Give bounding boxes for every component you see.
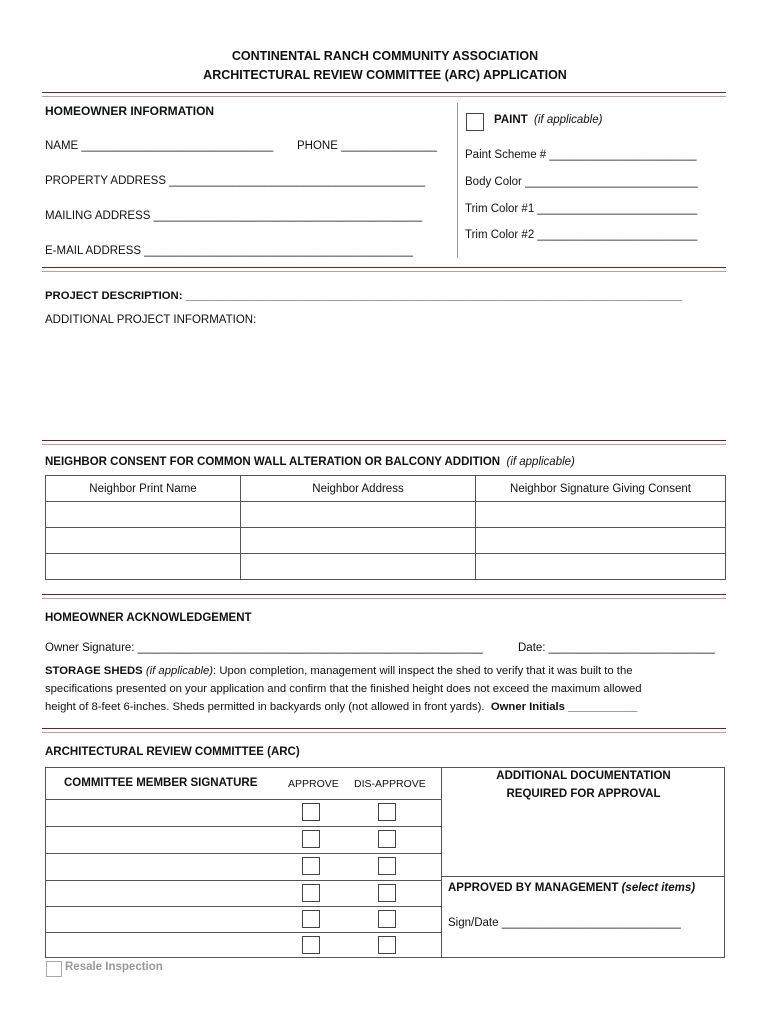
sign-date-field[interactable]: Sign/Date ____________________________ [448, 917, 681, 929]
section-divider [42, 267, 726, 272]
sheds-text-2: specifications presented on your application and confirm that the finished height does not exceed the maximum allowed [45, 683, 642, 695]
neighbor-address-cell[interactable] [241, 554, 476, 580]
approve-checkbox[interactable] [302, 936, 320, 954]
arc-row-line [45, 906, 442, 907]
resale-inspection-checkbox[interactable] [46, 961, 62, 977]
paint-label-text: PAINT [494, 114, 528, 126]
sheds-label: STORAGE SHEDS [45, 665, 143, 677]
arc-row-line [45, 880, 442, 881]
trim-color-1-field[interactable]: Trim Color #1 _________________________ [465, 203, 698, 215]
date-field[interactable]: Date: __________________________ [518, 642, 715, 654]
body-color-field[interactable]: Body Color ___________________________ [465, 176, 698, 188]
col-neighbor-signature: Neighbor Signature Giving Consent [476, 476, 726, 502]
neighbor-heading: NEIGHBOR CONSENT FOR COMMON WALL ALTERATION OR BALCONY ADDITION [45, 456, 501, 468]
neighbor-name-cell[interactable] [46, 554, 241, 580]
paint-checkbox[interactable] [466, 113, 484, 131]
arc-doc-divider [442, 876, 725, 877]
col-committee-signature: COMMITTEE MEMBER SIGNATURE [64, 777, 258, 789]
arc-row-line [45, 932, 442, 933]
disapprove-checkbox[interactable] [378, 936, 396, 954]
paint-label [494, 114, 602, 126]
approve-checkbox[interactable] [302, 910, 320, 928]
neighbor-signature-cell[interactable] [476, 502, 726, 528]
owner-signature-field[interactable]: Owner Signature: ______________________________________________________ [45, 642, 484, 654]
trim-color-2-field[interactable]: Trim Color #2 _________________________ [465, 229, 698, 241]
arc-row-line [45, 826, 442, 827]
col-approve: APPROVE [288, 778, 339, 790]
neighbor-table [45, 475, 726, 580]
property-address-field[interactable]: PROPERTY ADDRESS ________________________________________ [45, 175, 426, 187]
phone-field[interactable]: PHONE _______________ [297, 140, 438, 152]
section-divider [42, 594, 726, 599]
email-field[interactable]: E-MAIL ADDRESS __________________________________________ [45, 245, 413, 257]
neighbor-name-cell[interactable] [46, 502, 241, 528]
neighbor-header-row [46, 476, 726, 502]
docs-heading-line2: REQUIRED FOR APPROVAL [506, 788, 661, 800]
owner-initials-field[interactable]: Owner Initials ___________ [490, 701, 638, 713]
approved-by-management [448, 882, 695, 894]
disapprove-checkbox[interactable] [378, 857, 396, 875]
approve-checkbox[interactable] [302, 857, 320, 875]
homeowner-heading: HOMEOWNER INFORMATION [45, 104, 215, 118]
mailing-address-field[interactable]: MAILING ADDRESS __________________________________________ [45, 210, 423, 222]
neighbor-heading-line [45, 456, 575, 468]
section-divider [42, 440, 726, 445]
disapprove-checkbox[interactable] [378, 830, 396, 848]
column-divider [457, 103, 458, 258]
form-title-line2: ARCHITECTURAL REVIEW COMMITTEE (ARC) APPLICATION [203, 68, 567, 82]
neighbor-signature-cell[interactable] [476, 528, 726, 554]
arc-heading: ARCHITECTURAL REVIEW COMMITTEE (ARC) [45, 746, 300, 758]
col-disapprove: DIS-APPROVE [354, 778, 426, 790]
approve-checkbox[interactable] [302, 884, 320, 902]
arc-row-line [45, 799, 442, 800]
sheds-text-1: : Upon completion, management will inspect the shed to verify that it was built to the [213, 665, 633, 677]
section-divider [42, 728, 726, 733]
neighbor-address-cell[interactable] [241, 528, 476, 554]
col-neighbor-address: Neighbor Address [241, 476, 476, 502]
approved-label: APPROVED BY MANAGEMENT [448, 882, 619, 894]
paint-note: (if applicable) [534, 114, 603, 126]
table-row [46, 502, 726, 528]
additional-info-area[interactable] [45, 332, 725, 432]
docs-heading-line1: ADDITIONAL DOCUMENTATION [496, 770, 671, 782]
acknowledgement-heading: HOMEOWNER ACKNOWLEDGEMENT [45, 612, 252, 624]
section-divider [42, 92, 726, 97]
neighbor-name-cell[interactable] [46, 528, 241, 554]
table-row [46, 528, 726, 554]
additional-info-label: ADDITIONAL PROJECT INFORMATION: [45, 314, 257, 326]
paint-scheme-field[interactable]: Paint Scheme # _______________________ [465, 149, 697, 161]
resale-inspection-label: Resale Inspection [65, 961, 163, 973]
arc-row-line [45, 853, 442, 854]
sheds-note: (if applicable) [145, 665, 214, 677]
approve-checkbox[interactable] [302, 803, 320, 821]
project-description-field[interactable]: PROJECT DESCRIPTION: _______________________________________________________________________________ [45, 290, 682, 302]
approve-checkbox[interactable] [302, 830, 320, 848]
disapprove-checkbox[interactable] [378, 803, 396, 821]
col-neighbor-name: Neighbor Print Name [46, 476, 241, 502]
neighbor-signature-cell[interactable] [476, 554, 726, 580]
approved-note: (select items) [621, 882, 696, 894]
disapprove-checkbox[interactable] [378, 910, 396, 928]
sheds-line-1 [45, 665, 633, 677]
disapprove-checkbox[interactable] [378, 884, 396, 902]
name-field[interactable]: NAME ______________________________ [45, 140, 274, 152]
table-row [46, 554, 726, 580]
sheds-text-3: height of 8-feet 6-inches. Sheds permitted in backyards only (not allowed in front yards). [45, 701, 485, 713]
sheds-line-3 [45, 701, 637, 713]
neighbor-address-cell[interactable] [241, 502, 476, 528]
form-title-line1: CONTINENTAL RANCH COMMUNITY ASSOCIATION [231, 49, 539, 63]
neighbor-note: (if applicable) [506, 456, 575, 468]
